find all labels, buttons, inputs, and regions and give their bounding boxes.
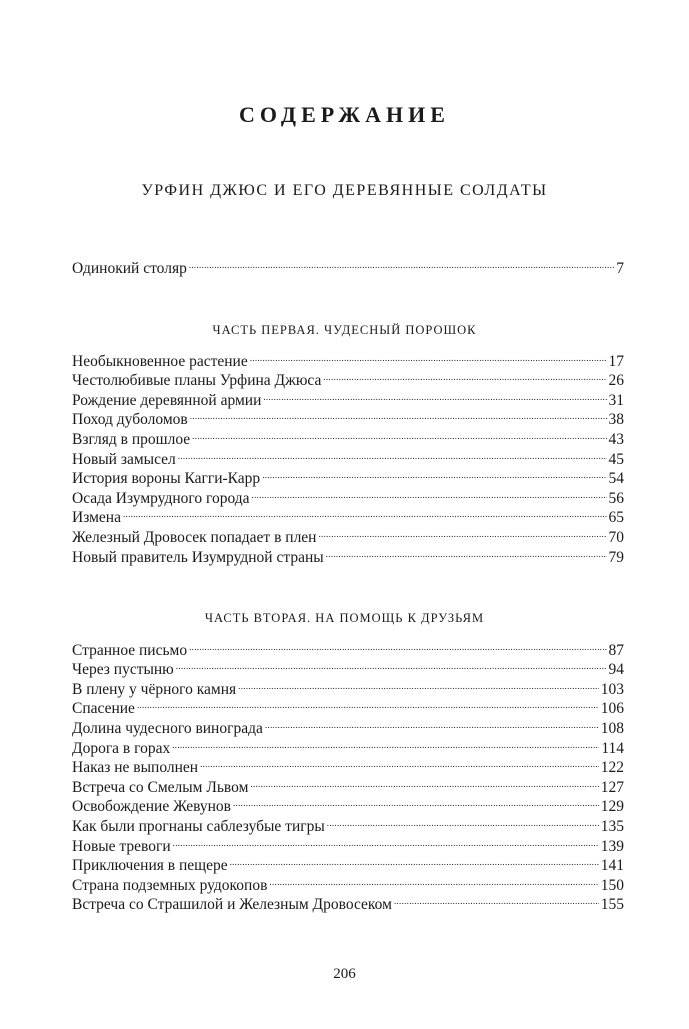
dot-leader <box>327 811 599 831</box>
toc-entry-page: 7 <box>616 259 624 277</box>
intro-toc-list <box>72 253 624 277</box>
toc-entry-title: Встреча со Страшилой и Железным Дровосеком <box>72 896 392 914</box>
book-title: УРФИН ДЖЮС И ЕГО ДЕРЕВЯННЫЕ СОЛДАТЫ <box>141 182 548 199</box>
toc-entry-title: Как были прогнаны саблезубые тигры <box>72 817 325 835</box>
toc-entry-title: Освобождение Жевунов <box>72 798 231 816</box>
toc-entry-title: Приключения в пещере <box>72 857 228 875</box>
toc-entry-title: Наказ не выполнен <box>72 759 199 777</box>
dot-leader <box>252 483 607 503</box>
toc-entry-page: 150 <box>600 876 624 894</box>
toc-entry <box>72 522 624 546</box>
toc-entry-page: 141 <box>600 857 624 875</box>
part-two-title: ЧАСТЬ ВТОРАЯ. НА ПОМОЩЬ К ДРУЗЬЯМ <box>204 611 485 625</box>
toc-entry-title: Новый правитель Изумрудной страны <box>72 548 324 566</box>
dot-leader <box>318 522 606 542</box>
dot-leader <box>263 385 606 405</box>
toc-entry-title: История вороны Кагги-Карр <box>72 470 261 488</box>
toc-entry-title: Взгляд в прошлое <box>72 430 191 448</box>
toc-entry <box>72 635 624 659</box>
toc-entry-title: Страна подземных рудокопов <box>72 876 268 894</box>
dot-leader <box>323 366 606 386</box>
toc-entry <box>72 694 624 718</box>
toc-entry-page: 79 <box>608 548 624 566</box>
part-two-toc-list <box>72 635 624 914</box>
toc-heading: СОДЕРЖАНИЕ <box>239 102 450 127</box>
toc-entry-title: Через пустыню <box>72 661 174 679</box>
dot-leader <box>192 424 606 444</box>
dot-leader <box>230 851 599 871</box>
dot-leader <box>394 890 599 910</box>
toc-entry-page: 108 <box>600 719 624 737</box>
dot-leader <box>326 542 607 562</box>
toc-entry-page: 45 <box>608 450 624 468</box>
toc-entry-page: 43 <box>608 430 624 448</box>
toc-entry-page: 87 <box>608 641 624 659</box>
toc-entry-page: 17 <box>608 352 624 370</box>
dot-leader <box>233 792 599 812</box>
toc-entry-title: Железный Дровосек попадает в плен <box>72 528 317 546</box>
toc-entry <box>72 346 624 370</box>
dot-leader <box>200 753 599 773</box>
toc-entry-title: Честолюбивые планы Урфина Джюса <box>72 372 322 390</box>
toc-entry-page: 129 <box>600 798 624 816</box>
dot-leader <box>190 405 607 425</box>
toc-entry-title: Новые тревоги <box>72 837 171 855</box>
dot-leader <box>173 831 599 851</box>
toc-entry-title: Поход дуболомов <box>72 411 188 429</box>
toc-entry-title: Рождение деревянной армии <box>72 391 262 409</box>
part-one-title: ЧАСТЬ ПЕРВАЯ. ЧУДЕСНЫЙ ПОРОШОК <box>212 323 477 337</box>
page-number: 206 <box>333 966 356 982</box>
toc-entry-page: 139 <box>600 837 624 855</box>
dot-leader <box>265 713 599 733</box>
toc-entry-title: В плену у чёрного камня <box>72 680 237 698</box>
toc-entry-page: 114 <box>601 739 624 757</box>
dot-leader <box>123 503 607 523</box>
toc-entry-page: 127 <box>600 778 624 796</box>
toc-entry-page: 31 <box>608 391 624 409</box>
toc-entry-page: 103 <box>600 680 624 698</box>
toc-entry-title: Долина чудесного винограда <box>72 719 263 737</box>
toc-entry-title: Измена <box>72 509 121 527</box>
toc-entry-page: 65 <box>608 509 624 527</box>
toc-entry-page: 122 <box>600 759 624 777</box>
toc-entry <box>72 253 624 277</box>
dot-leader <box>189 253 614 273</box>
dot-leader <box>189 635 606 655</box>
toc-entry-title: Странное письмо <box>72 641 188 659</box>
toc-entry-title: Спасение <box>72 700 135 718</box>
toc-entry-page: 38 <box>608 411 624 429</box>
toc-entry-page: 155 <box>600 896 624 914</box>
toc-entry-page: 94 <box>608 661 624 679</box>
toc-entry-page: 26 <box>608 372 624 390</box>
part-one-toc-list <box>72 346 624 566</box>
toc-entry-page: 135 <box>600 817 624 835</box>
dot-leader <box>137 694 599 714</box>
toc-entry-title: Осада Изумрудного города <box>72 489 250 507</box>
toc-entry-title: Дорога в горах <box>72 739 171 757</box>
toc-entry-page: 54 <box>608 470 624 488</box>
toc-entry-title: Встреча со Смелым Львом <box>72 778 249 796</box>
dot-leader <box>250 346 607 366</box>
toc-entry-title: Одинокий столяр <box>72 259 187 277</box>
dot-leader <box>269 870 598 890</box>
dot-leader <box>178 444 607 464</box>
toc-entry-title: Необыкновенное растение <box>72 352 248 370</box>
toc-entry-page: 106 <box>600 700 624 718</box>
dot-leader <box>176 655 607 675</box>
dot-leader <box>172 733 599 753</box>
toc-entry-page: 70 <box>608 528 624 546</box>
toc-entry <box>72 713 624 737</box>
dot-leader <box>250 772 598 792</box>
dot-leader <box>262 464 606 484</box>
dot-leader <box>238 674 599 694</box>
toc-entry-title: Новый замысел <box>72 450 176 468</box>
toc-entry <box>72 503 624 527</box>
toc-entry-page: 56 <box>608 489 624 507</box>
